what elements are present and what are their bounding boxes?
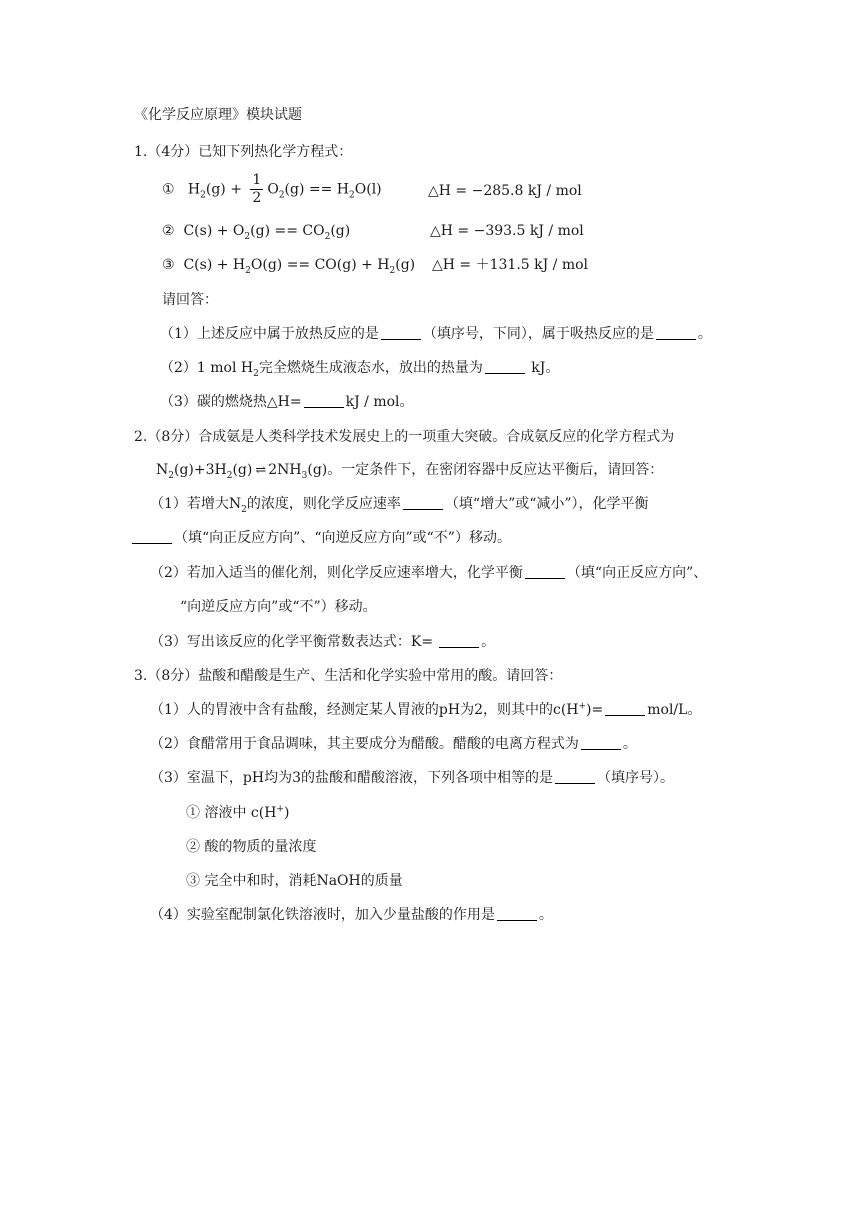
answer-blank[interactable] (381, 324, 421, 340)
q1-equation-3: ③ $C(s) + H_2O(g) == CO(g) + H_2(g)$ (162, 257, 416, 276)
eq2-enthalpy: △H = −393.5 kJ / mol (430, 223, 584, 239)
fraction-one-half: $\frac{1}{2}$ (252, 172, 262, 206)
answer-blank[interactable] (525, 563, 565, 579)
q3-stem: 3.（8分）盐酸和醋酸是生产、生活和化学实验中常用的酸。请回答： (134, 668, 563, 684)
q3-part-2: （2）食醋常用于食品调味，其主要成分为醋酸。醋酸的电离方程式为 。 (150, 736, 637, 752)
equilibrium-arrow-icon: ⇌ (255, 463, 266, 478)
q1-equation-2: ② $C(s) + O_2(g) == CO_2(g)$ (162, 223, 351, 242)
answer-blank[interactable] (304, 392, 344, 408)
q3-option-2: ② 酸的物质的量浓度 (186, 839, 317, 855)
answer-blank[interactable] (581, 734, 621, 750)
q1-equation-1: ① $H_2(g)$ + $\frac{1}{2}$ $O_2(g) == H_2O(l)$ (162, 172, 382, 206)
answer-blank[interactable] (132, 528, 172, 544)
q2-part-1-cont: （填“向正反应方向”、“向逆反应方向”或“不”）移动。 (132, 528, 511, 548)
answer-blank[interactable] (439, 632, 479, 648)
q3-part-4: （4）实验室配制氯化铁溶液时，加入少量盐酸的作用是 。 (150, 907, 553, 923)
q1-ask: 请回答： (162, 292, 218, 308)
q3-part-1: （1）人的胃液中含有盐酸，经测定某人胃液的pH为2，则其中的c(H+)= mol/L。 (150, 701, 702, 718)
q2-equation: $N_2(g)+3H_2(g)$ ⇌ $2NH_3(g)$。一定条件下，在密闭容器中反应达平衡后，请回答： (156, 462, 664, 481)
q2-part-2-cont: “向逆反应方向”或“不”）移动。 (180, 599, 377, 615)
q3-part-3: （3）室温下，pH均为3的盐酸和醋酸溶液，下列各项中相等的是 （填序号）。 (150, 770, 674, 786)
q1-part-1: （1）上述反应中属于放热反应的是 （填序号，下同），属于吸热反应的是 。 (160, 326, 712, 342)
eq1-enthalpy: △H = −285.8 kJ / mol (428, 183, 582, 199)
q3-option-1: ① 溶液中 c(H+) (186, 804, 290, 821)
page-title: 《化学反应原理》模块试题 (134, 107, 302, 123)
q2-part-3: （3）写出该反应的化学平衡常数表达式：K= 。 (150, 634, 496, 650)
answer-blank[interactable] (485, 358, 525, 374)
q3-option-3: ③ 完全中和时，消耗NaOH的质量 (186, 873, 403, 889)
q1-part-2: （2）1 mol $H_2$完全燃烧生成液态水，放出的热量为 kJ。 (160, 360, 560, 379)
eq1-number: ① (162, 181, 175, 198)
q1-part-3: （3）碳的燃烧热△H= kJ / mol。 (160, 394, 414, 410)
answer-blank[interactable] (497, 905, 537, 921)
q2-part-1: （1）若增大$N_2$的浓度，则化学反应速率 （填“增大”或“减小”），化学平衡 (150, 496, 649, 515)
q2-stem: 2.（8分）合成氨是人类科学技术发展史上的一项重大突破。合成氨反应的化学方程式为 (134, 429, 675, 445)
answer-blank[interactable] (656, 324, 696, 340)
q2-part-2: （2）若加入适当的催化剂，则化学反应速率增大，化学平衡 （填“向正反应方向”、 (150, 565, 708, 581)
answer-blank[interactable] (605, 700, 645, 716)
q1-stem: 1.（4分）已知下列热化学方程式： (134, 144, 353, 160)
answer-blank[interactable] (555, 768, 595, 784)
answer-blank[interactable] (403, 494, 443, 510)
eq3-enthalpy: △H = ＋131.5 kJ / mol (432, 257, 589, 273)
